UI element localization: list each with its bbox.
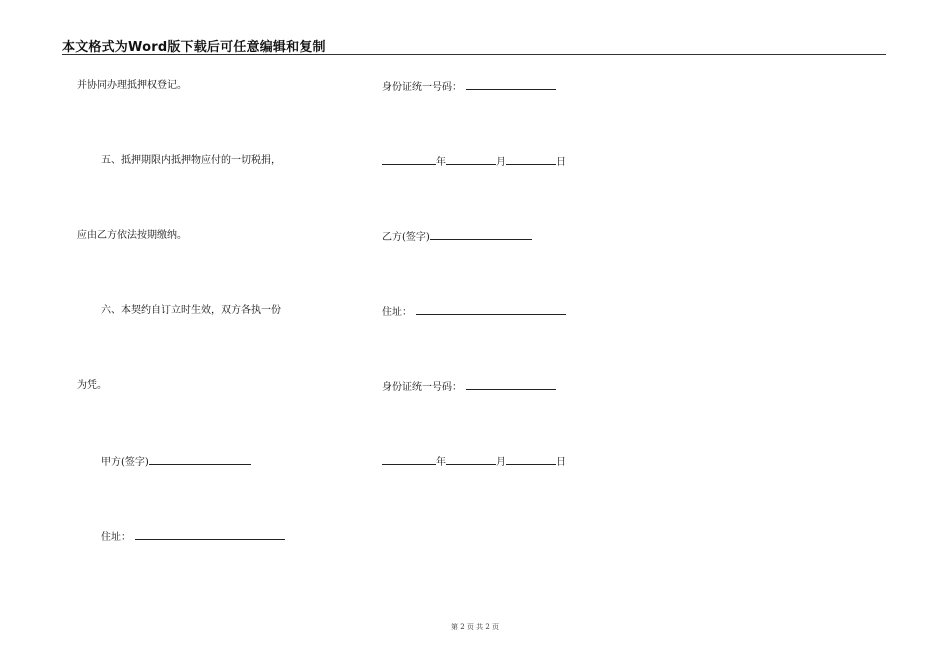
party-b-id-blank[interactable] [466,379,556,390]
month-blank[interactable] [446,154,496,165]
contract-text: 为凭。 [77,380,107,391]
day-label: 日 [556,457,566,468]
party-a-signature-blank[interactable] [149,454,251,465]
year-label: 年 [436,157,446,168]
party-a-id-label: 身份证统一号码： [382,82,462,93]
contract-text-line-2 [101,154,281,168]
party-a-id-blank[interactable] [466,79,556,90]
party-b-signature-line [382,229,532,245]
party-a-address-line [101,529,285,545]
year-blank[interactable] [382,454,436,465]
party-b-address-label: 住址： [382,307,412,318]
party-b-address-line [382,304,566,320]
contract-text: 六、本契约自订立时生效，双方各执一份 [101,305,281,316]
contract-text: 应由乙方依法按期缴纳。 [77,230,187,241]
party-a-signature-line [101,454,251,470]
contract-text-line-3 [77,229,187,243]
contract-text-line-1 [77,79,187,93]
party-a-address-label: 住址： [101,532,131,543]
page-number: 第 2 页 共 2 页 [450,623,500,631]
header-title: 本文格式为Word版下载后可任意编辑和复制 [62,40,326,55]
month-label: 月 [496,157,506,168]
party-b-date-line [382,454,566,470]
party-a-address-blank[interactable] [135,529,285,540]
day-blank[interactable] [506,154,556,165]
party-b-signature-blank[interactable] [430,229,532,240]
contract-text-line-5 [77,379,107,393]
party-a-label: 甲方(签字) [101,457,149,468]
page-footer [0,622,950,632]
day-blank[interactable] [506,454,556,465]
party-a-date-line [382,154,566,170]
party-b-id-label: 身份证统一号码： [382,382,462,393]
contract-text-line-4 [101,304,281,318]
party-b-label: 乙方(签字) [382,232,430,243]
contract-text: 五、抵押期限内抵押物应付的一切税捐， [101,155,281,166]
day-label: 日 [556,157,566,168]
year-label: 年 [436,457,446,468]
party-b-address-blank[interactable] [416,304,566,315]
page-header [62,36,886,55]
contract-text: 并协同办理抵押权登记。 [77,80,187,91]
month-blank[interactable] [446,454,496,465]
party-b-id-line [382,379,556,395]
year-blank[interactable] [382,154,436,165]
party-a-id-line [382,79,556,95]
month-label: 月 [496,457,506,468]
